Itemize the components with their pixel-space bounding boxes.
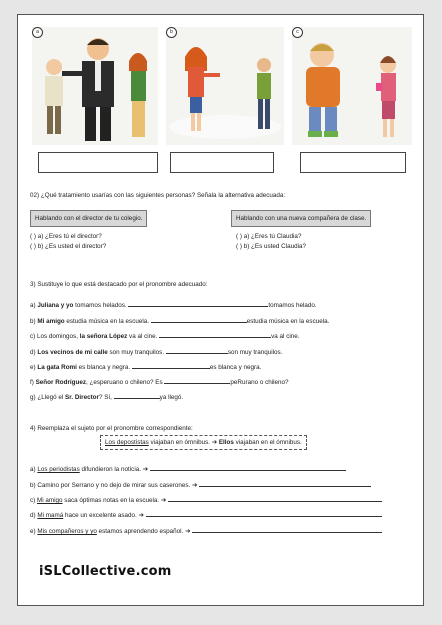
q3-item-g: g) ¿Llegó el Sr. Director? Sí, ya llegó. [30,394,184,401]
illustration-b [166,27,284,145]
q3-item-e: e) La gata Romi es blanca y negra. es blanca y negra. [30,364,262,371]
q3-item-b: b) Mi amigo estudia música en la escuela. estudia música en la escuela. [30,318,330,325]
q2-right-option-a[interactable]: ( ) a) ¿Eres tú Claudia? [236,233,302,240]
q2-right-situation: Hablando con una nueva compañera de clase. [231,210,371,227]
islcollective-logo: iSLCollective.com [39,564,172,579]
q4-item-d: d) Mi mamá hace un excelente asado. ➔ [30,510,382,520]
blank-line[interactable] [164,377,230,384]
blank-line[interactable] [166,347,228,354]
illustration-a [32,27,158,145]
picture-number: c [292,27,303,38]
blank-line[interactable] [159,331,271,338]
people-illustration-teens [292,27,412,145]
blank-line[interactable] [114,392,160,399]
q2-right-option-b[interactable]: ( ) b) ¿Es usted Claudia? [236,243,306,250]
q2-left-option-a[interactable]: ( ) a) ¿Eres tú el director? [30,233,102,240]
q4-item-c: c) Mi amigo saca óptimas notas en la escuela. ➔ [30,495,382,505]
q4-item-a: a) Los periodistas difundieron la noticia. ➔ [30,464,346,474]
answer-line[interactable] [146,510,382,517]
blank-line[interactable] [128,300,268,307]
answer-box-c[interactable] [300,152,406,173]
q4-item-e: e) Mis compañeros y yo estamos aprendendo español. ➔ [30,526,382,536]
worksheet [17,14,424,606]
answer-box-b[interactable] [170,152,274,173]
q2-left-situation: Hablando con el director de tu colegio. [30,210,147,227]
q2-left-option-b[interactable]: ( ) b) ¿Es usted el director? [30,243,107,250]
answer-line[interactable] [199,480,371,487]
q3-item-c: c) Los domingos, la señora López va al cine. va al cine. [30,333,300,340]
answer-line[interactable] [150,464,346,471]
q4-item-b: b) Camino por Serrano y no dejo de mirar sus caserones. ➔ [30,480,371,490]
q4-title: 4) Reemplaza el sujeto por el pronombre correspondiente: [30,425,193,432]
answer-line[interactable] [168,495,382,502]
q3-item-f: f) Señor Rodríguez, ¿esperuano o chileno? Es peRurano o chileno? [30,379,289,386]
q4-example: Los depostistas viajaban en ómnibus. ➔ Ellos viajaban en el ómnibus. [100,435,307,450]
q3-item-a: a) Juliana y yo tomamos helados. tomamos helado. [30,302,317,309]
blank-line[interactable] [151,316,247,323]
answer-line[interactable] [192,526,382,533]
q2-title: 02) ¿Qué tratamiento usarías con las siguientes personas? Señala la alternativa adecuada: [30,192,286,199]
q3-title: 3) Sustituye lo que está destacado por el pronombre adecuado: [30,281,208,288]
illustration-c [292,27,412,145]
blank-line[interactable] [132,362,210,369]
people-illustration-girl-boy [166,27,284,145]
picture-number: b [166,27,177,38]
q3-item-d: d) Los vecinos de mi calle son muy tranquilos. son muy tranquilos. [30,349,283,356]
picture-number: a [32,27,43,38]
answer-box-a[interactable] [38,152,158,173]
people-illustration-director [32,27,158,145]
